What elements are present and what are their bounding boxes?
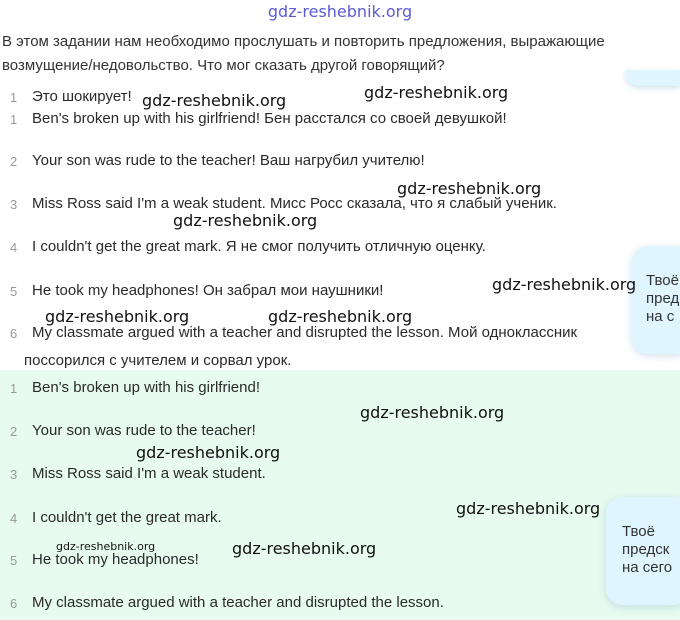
watermark: gdz-reshebnik.org	[142, 91, 287, 110]
item-text: I couldn't get the great mark. Я не смог получить отличную оценку.	[32, 238, 486, 255]
list-item	[0, 422, 640, 442]
item-number: 1	[10, 112, 18, 127]
watermark: gdz-reshebnik.org	[56, 540, 156, 553]
list-item	[0, 110, 640, 130]
item-number: 3	[10, 197, 18, 212]
item-text: He took my headphones! Он забрал мои наушники!	[32, 282, 384, 299]
list-item	[0, 88, 640, 108]
item-number: 1	[10, 90, 18, 105]
watermark: gdz-reshebnik.org	[268, 307, 413, 326]
watermark: gdz-reshebnik.org	[456, 499, 601, 518]
item-number: 6	[10, 326, 18, 341]
bubble-line: пред	[646, 290, 680, 307]
item-number: 4	[10, 240, 18, 255]
bubble-line: на сего	[622, 559, 673, 576]
list-item	[0, 379, 640, 399]
chat-bubble-bottom[interactable]	[606, 497, 680, 605]
item-text: Miss Ross said I'm a weak student. Мисс Росс сказала, что я слабый ученик.	[32, 195, 557, 212]
bubble-line: предск	[622, 541, 670, 558]
watermark: gdz-reshebnik.org	[360, 403, 505, 422]
list-item	[0, 465, 640, 485]
item-number: 1	[10, 381, 18, 396]
task-intro: В этом задании нам необходимо прослушать и повторить предложения, выражающие возмущение/недовольство. Что мог сказать другой говорящий?	[2, 33, 605, 74]
item-number: 4	[10, 511, 18, 526]
list-item	[0, 324, 640, 344]
watermark: gdz-reshebnik.org	[397, 179, 542, 198]
item-text: My classmate argued with a teacher and disrupted the lesson. Мой одноклассник	[32, 324, 578, 341]
bubble-line: Твоё	[646, 272, 679, 289]
item-text: Ben's broken up with his girlfriend!	[32, 379, 260, 396]
item-number: 2	[10, 154, 18, 169]
watermark: gdz-reshebnik.org	[136, 443, 281, 462]
watermark: gdz-reshebnik.org	[364, 83, 509, 102]
bubble-line: Твоё	[622, 523, 655, 540]
item-text: Your son was rude to the teacher! Ваш нагрубил учителю!	[32, 152, 425, 169]
watermark: gdz-reshebnik.org	[45, 307, 190, 326]
item-number: 6	[10, 596, 18, 611]
item-text: My classmate argued with a teacher and disrupted the lesson.	[32, 594, 444, 611]
item-number: 5	[10, 553, 18, 568]
item-number: 3	[10, 467, 18, 482]
item-text: He took my headphones!	[32, 551, 199, 568]
watermark: gdz-reshebnik.org	[492, 275, 637, 294]
item-text: I couldn't get the great mark.	[32, 509, 222, 526]
item-text: Your son was rude to the teacher!	[32, 422, 256, 439]
item-text: Ben's broken up with his girlfriend! Бен расстался со своей девушкой!	[32, 110, 507, 127]
list-item	[0, 152, 640, 172]
watermark: gdz-reshebnik.org	[173, 211, 318, 230]
site-title[interactable]: gdz-reshebnik.org	[267, 2, 413, 21]
bubble-top-edge	[625, 70, 680, 86]
bubble-line: на с	[646, 308, 675, 325]
chat-bubble-top[interactable]	[632, 246, 680, 354]
item-text: Это шокирует!	[32, 88, 132, 105]
item-text-continuation: поссорился с учителем и сорвал урок.	[24, 352, 292, 369]
item-number: 5	[10, 284, 18, 299]
list-item	[0, 594, 640, 614]
item-text: Miss Ross said I'm a weak student.	[32, 465, 266, 482]
list-item	[0, 238, 640, 258]
item-number: 2	[10, 424, 18, 439]
watermark: gdz-reshebnik.org	[232, 539, 377, 558]
answer-panel	[0, 370, 680, 620]
list-item	[0, 195, 640, 215]
